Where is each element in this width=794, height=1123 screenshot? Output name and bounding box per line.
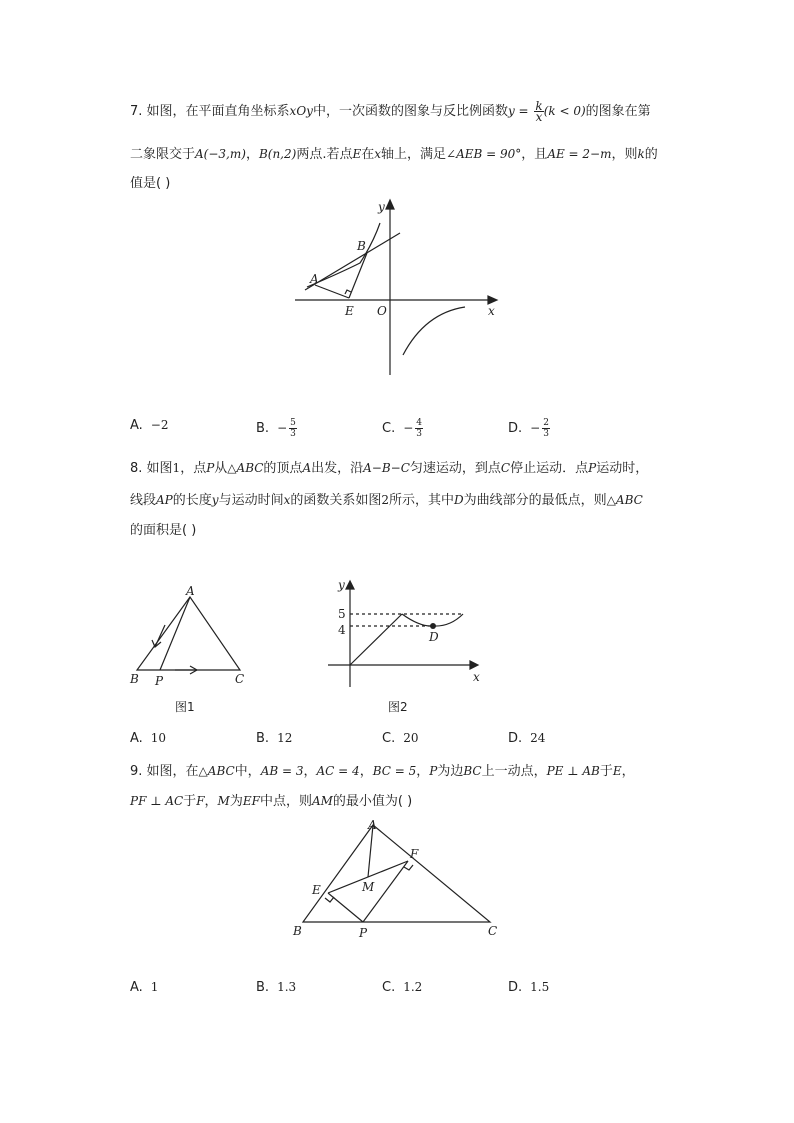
- q8-figure-2-caption: 图2: [388, 700, 408, 714]
- segment-be: [349, 253, 367, 298]
- q9-text: 为: [229, 794, 243, 809]
- q8-text: 出发，沿: [311, 461, 364, 476]
- q9-text: 的最小值为( ): [332, 794, 413, 809]
- q9-text: ，: [204, 794, 218, 809]
- q7-math: E: [352, 147, 362, 161]
- option-letter: C.: [382, 731, 396, 746]
- q7-text: 值是( ): [130, 176, 171, 191]
- option-letter: D.: [508, 980, 523, 995]
- label-y: y: [338, 578, 345, 592]
- q8-text: 线段: [130, 493, 157, 508]
- q8-math: C: [500, 461, 511, 475]
- option-letter: C.: [382, 421, 396, 436]
- q9-option-d[interactable]: [508, 980, 549, 995]
- q8-figure-2: [320, 575, 490, 695]
- path-arrow-ab: [155, 625, 165, 647]
- frac-numerator: k: [535, 99, 543, 113]
- right-angle-mark-f: [404, 865, 413, 870]
- q7-math: B(n,2): [258, 147, 297, 161]
- q7-fraction-k-over-x: [534, 101, 543, 122]
- q7-math: xOy: [289, 104, 313, 118]
- option-letter: B.: [256, 980, 270, 995]
- label-a: A: [310, 272, 319, 286]
- option-fraction: [415, 418, 423, 439]
- tick-4: 4: [338, 623, 346, 637]
- q8-text: 8. 如图: [130, 461, 173, 476]
- q8-line-2: [130, 491, 643, 510]
- q7-math: y =: [507, 104, 533, 118]
- q8-text: 从: [214, 461, 228, 476]
- q7-text: 7. 如图，在平面直角坐标系: [130, 104, 290, 119]
- q7-math: A(−3,m): [195, 147, 246, 161]
- q7-line-1: [130, 101, 651, 122]
- q8-text: 的长度: [172, 493, 212, 508]
- q8-math: D: [454, 493, 464, 507]
- q9-text: ，: [621, 764, 635, 779]
- segment-ae: [315, 285, 349, 298]
- q8-text: 匀速运动，到点: [409, 461, 501, 476]
- q8-line-1: [130, 459, 648, 478]
- hyperbola-branch-q4: [403, 307, 465, 355]
- frac-numerator: 5: [290, 418, 296, 428]
- linear-segment: [350, 614, 402, 665]
- q8-line-3: [130, 522, 196, 540]
- q9-text: ，: [303, 764, 317, 779]
- frac-denominator: 3: [416, 429, 423, 439]
- q9-option-a[interactable]: [130, 980, 158, 995]
- label-e: E: [345, 304, 354, 318]
- q8-math: △ABC: [606, 493, 643, 507]
- label-e: E: [312, 883, 321, 897]
- q7-math: x: [374, 147, 382, 161]
- q8-text: 运动时，: [596, 461, 649, 476]
- option-value: 10: [150, 731, 167, 745]
- q9-option-b[interactable]: [256, 980, 296, 995]
- q9-text: ，: [359, 764, 373, 779]
- q7-text: 两点.若点: [296, 147, 353, 162]
- q7-math: AE = 2−m: [547, 147, 612, 161]
- label-x: x: [473, 670, 480, 684]
- q9-math: AB = 3: [260, 764, 304, 778]
- q9-text: 上一动点，: [481, 764, 547, 779]
- frac-numerator: 4: [416, 418, 423, 428]
- label-d: D: [429, 630, 439, 644]
- label-a: A: [186, 585, 195, 598]
- label-x: x: [488, 304, 495, 318]
- q7-text: 在: [361, 147, 375, 162]
- q7-text: ，且: [521, 147, 548, 162]
- q7-math: ∠AEB = 90°: [446, 147, 522, 161]
- q9-line-1: [130, 762, 635, 781]
- label-f: F: [410, 847, 419, 861]
- frac-numerator: 2: [543, 418, 549, 428]
- label-m: M: [362, 880, 375, 894]
- q9-math: PF ⊥ AC: [130, 794, 184, 808]
- q9-text: 于: [183, 794, 197, 809]
- option-value: 20: [403, 731, 419, 745]
- x-axis-arrow: [488, 296, 497, 304]
- option-sign: −: [403, 421, 414, 435]
- q7-text: 中，一次函数的图象与反比例函数: [312, 104, 508, 119]
- q7-figure: [285, 195, 515, 380]
- q7-line-2: [130, 145, 658, 164]
- q9-text: 为边: [437, 764, 464, 779]
- q8-math: y: [211, 493, 219, 507]
- q8-text: 的函数关系如图: [290, 493, 382, 508]
- q9-line-2: [130, 792, 412, 811]
- q7-option-d[interactable]: [508, 418, 550, 439]
- option-letter: B.: [256, 731, 270, 746]
- q9-text: 中点，则: [259, 794, 312, 809]
- q9-text: ，: [416, 764, 430, 779]
- label-b: B: [293, 924, 302, 938]
- q9-math: EF: [242, 794, 260, 808]
- q8-text: 为曲线部分的最低点，则: [463, 493, 607, 508]
- frac-denominator: 3: [543, 429, 549, 439]
- q7-text: 二象限交于: [130, 147, 196, 162]
- q9-math: PE ⊥ AB: [546, 764, 600, 778]
- q7-text: 的图象在第: [585, 104, 651, 119]
- q7-option-c[interactable]: [382, 418, 423, 439]
- q8-text: 与运动时间: [218, 493, 284, 508]
- q7-text: 的: [644, 147, 658, 162]
- q8-option-a[interactable]: [130, 731, 166, 746]
- q7-text: ，: [245, 147, 259, 162]
- q8-text: 停止运动．点: [510, 461, 589, 476]
- option-fraction: [289, 418, 297, 439]
- right-angle-mark: [345, 290, 351, 294]
- option-letter: A.: [130, 731, 143, 746]
- q7-option-a[interactable]: [130, 418, 169, 433]
- point-d: [430, 623, 436, 629]
- q8-text: 所示，其中: [389, 493, 455, 508]
- q7-text: ，则: [611, 147, 638, 162]
- option-letter: B.: [256, 421, 270, 436]
- option-value: 24: [530, 731, 546, 745]
- right-angle-mark-e: [325, 897, 334, 902]
- q8-text: ，点: [180, 461, 207, 476]
- q7-line-3: [130, 175, 170, 193]
- q8-math: 1: [172, 461, 181, 475]
- frac-denominator: x: [535, 110, 543, 124]
- label-a: A: [368, 818, 377, 832]
- option-value: 1: [150, 980, 159, 994]
- q8-option-c[interactable]: [382, 731, 419, 746]
- option-letter: D.: [508, 731, 523, 746]
- q9-math: BC: [463, 764, 482, 778]
- q9-math: M: [217, 794, 230, 808]
- option-fraction: [542, 418, 550, 439]
- option-sign: −: [530, 421, 541, 435]
- label-y: y: [378, 200, 385, 214]
- label-c: C: [235, 672, 245, 686]
- label-b: B: [130, 672, 139, 686]
- option-value: −2: [150, 418, 169, 432]
- q8-math: A−B−C: [363, 461, 410, 475]
- q8-math: x: [283, 493, 291, 507]
- frac-denominator: 3: [290, 429, 296, 439]
- option-letter: C.: [382, 980, 396, 995]
- tick-5: 5: [338, 607, 346, 621]
- q9-text: 9. 如图，在: [130, 764, 199, 779]
- q9-text: 中，: [234, 764, 261, 779]
- segment-am: [368, 825, 373, 877]
- q8-math: AP: [156, 493, 173, 507]
- y-axis-arrow: [346, 581, 354, 589]
- q7-text: 轴上，满足: [381, 147, 447, 162]
- label-o: O: [377, 304, 387, 318]
- q9-math: AC = 4: [316, 764, 360, 778]
- label-b: B: [357, 239, 366, 253]
- option-sign: −: [277, 421, 288, 435]
- q9-text: 于: [599, 764, 613, 779]
- q8-text: 的顶点: [263, 461, 303, 476]
- option-value: 1.5: [530, 980, 550, 994]
- option-letter: D.: [508, 421, 523, 436]
- q8-math: 2: [381, 493, 390, 507]
- q8-math: A: [302, 461, 312, 475]
- option-letter: A.: [130, 980, 143, 995]
- option-value: 12: [277, 731, 293, 745]
- triangle-abc: [303, 825, 490, 922]
- q7-math: (k < 0): [543, 104, 586, 118]
- q7-math: k: [637, 147, 645, 161]
- q9-option-c[interactable]: [382, 980, 422, 995]
- q9-math: F: [196, 794, 205, 808]
- q9-math: E: [612, 764, 622, 778]
- q9-math: P: [429, 764, 438, 778]
- q8-math: P: [206, 461, 215, 475]
- q9-math: △ABC: [198, 764, 235, 778]
- q8-option-d[interactable]: [508, 731, 545, 746]
- q8-figure-1-caption: 图1: [175, 700, 195, 714]
- q8-text: 的面积是( ): [130, 523, 197, 538]
- q8-math: △ABC: [227, 461, 264, 475]
- option-value: 1.3: [277, 980, 297, 994]
- option-value: 1.2: [403, 980, 423, 994]
- q9-math: AM: [311, 794, 333, 808]
- label-p: P: [155, 674, 164, 688]
- label-c: C: [488, 924, 498, 938]
- label-p: P: [359, 926, 368, 940]
- q9-math: BC = 5: [372, 764, 417, 778]
- triangle-abc: [137, 597, 240, 670]
- q8-option-b[interactable]: [256, 731, 292, 746]
- q8-math: P: [588, 461, 597, 475]
- x-axis-arrow: [470, 661, 478, 669]
- y-axis-arrow: [386, 200, 394, 209]
- segment-ap: [160, 597, 190, 670]
- option-letter: A.: [130, 418, 143, 433]
- q8-figure-1: [125, 585, 255, 690]
- q9-figure: [285, 815, 505, 945]
- q7-option-b[interactable]: [256, 418, 297, 439]
